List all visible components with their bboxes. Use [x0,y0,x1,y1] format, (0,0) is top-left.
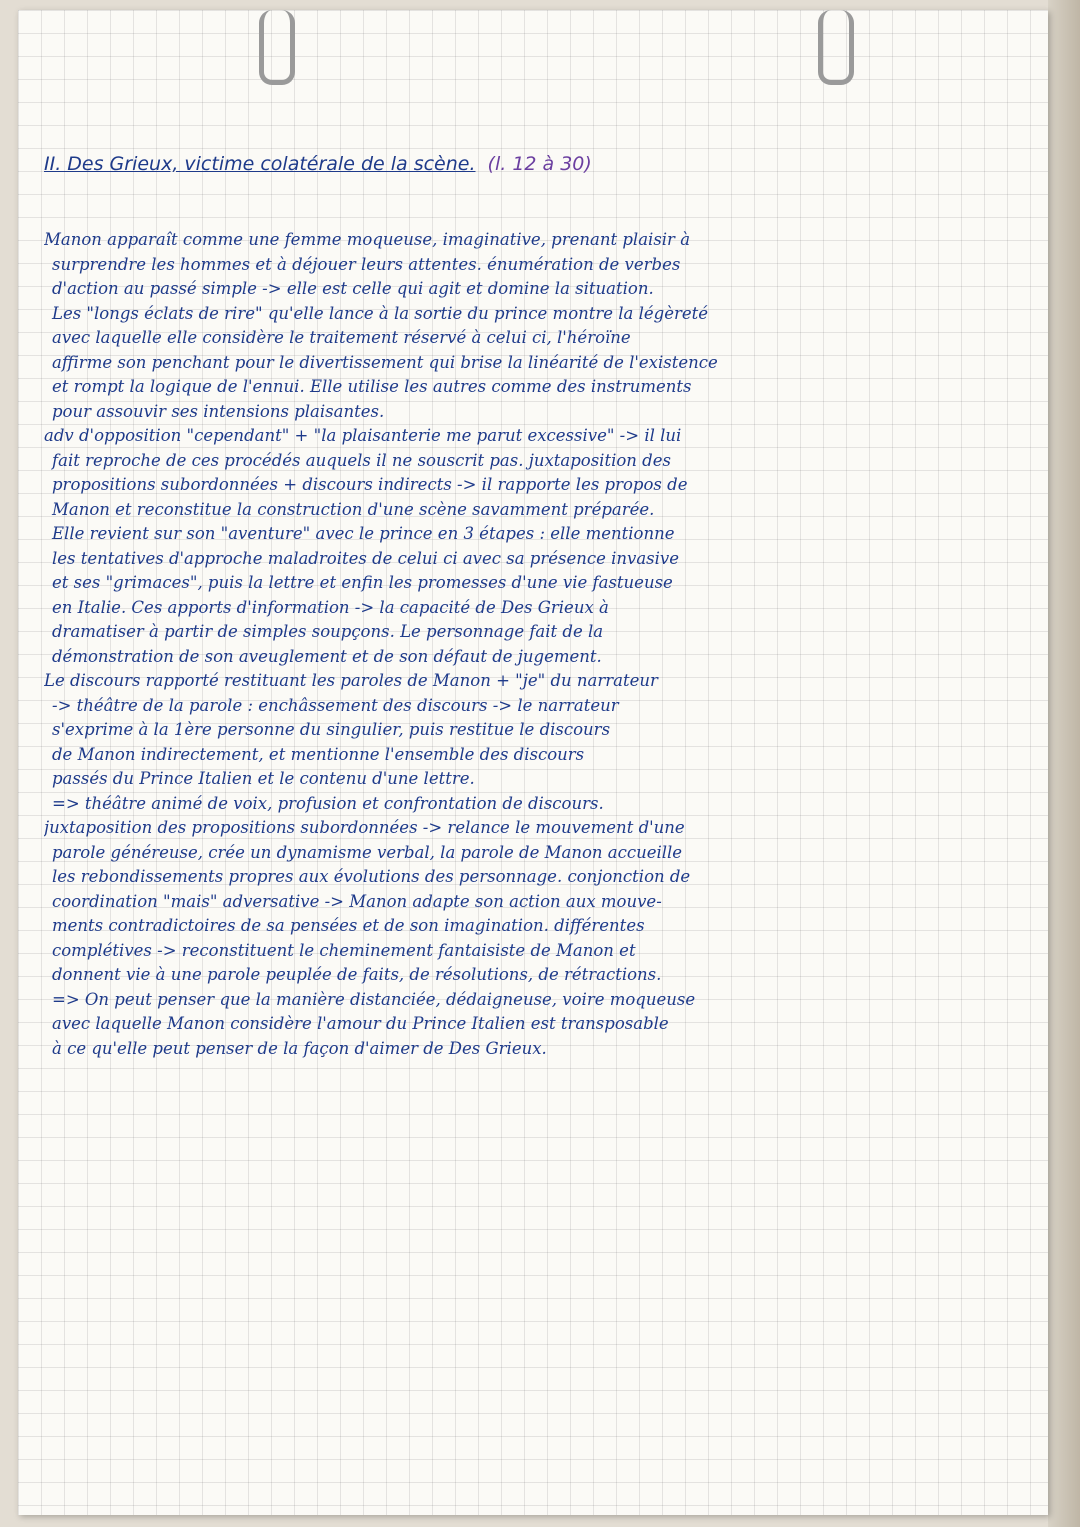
note-line [44,498,1039,523]
note-line-text: Manon et reconstitue la construction d'une scène savamment préparée. [52,499,655,519]
note-line-text: les tentatives d'approche maladroites de celui ci avec sa présence invasive [52,548,680,568]
note-line-text: propositions subordonnées + discours indirects -> il rapporte les propos de [52,475,688,494]
section-heading [44,153,1034,175]
note-line-text: -> théâtre de la parole : enchâssement des discours -> le narrateur [52,695,619,715]
note-line [44,596,1039,621]
notebook-edge [1048,0,1080,1527]
note-line [44,645,1039,670]
note-line [44,253,1039,278]
note-line [44,1012,1039,1037]
note-line [44,522,1039,547]
note-line [44,326,1039,351]
note-line [44,547,1039,572]
note-line-text: démonstration de son aveuglement et de son défaut de jugement. [52,646,602,666]
note-line [44,375,1039,400]
note-line-text: donnent vie à une parole peuplée de faits, de résolutions, de rétractions. [52,965,662,984]
note-line [44,890,1039,915]
note-line-text: d'action au passé simple -> elle est celle qui agit et domine la situation. [52,279,654,298]
note-line [44,767,1039,792]
note-line [44,449,1039,474]
note-line-text: ments contradictoires de sa pensées et de son imagination. différentes [52,916,645,935]
note-line [44,963,1039,988]
note-line [44,424,1039,449]
note-line-text: à ce qu'elle peut penser de la façon d'aimer de Des Grieux. [52,1038,547,1058]
note-line-text: avec laquelle Manon considère l'amour du Prince Italien est transposable [52,1014,669,1033]
note-line [44,792,1039,817]
note-line [44,718,1039,743]
note-line-text: Les "longs éclats de rire" qu'elle lance à la sortie du prince montre la légèreté [52,303,709,323]
note-line-text: en Italie. Ces apports d'information -> la capacité de Des Grieux à [52,597,609,617]
note-line-text: s'exprime à la 1ère personne du singulier, puis restitue le discours [52,720,611,739]
note-line [44,939,1039,964]
note-line-text: pour assouvir ses intensions plaisantes. [52,401,385,421]
note-line [44,400,1039,425]
section-title: II. Des Grieux, victime colatérale de la scène. [44,153,476,175]
note-line-text: affirme son penchant pour le divertissement qui brise la linéarité de l'existence [52,352,718,372]
note-line-text: avec laquelle elle considère le traitement réservé à celui ci, l'héroïne [52,328,631,347]
binder-ring-left [259,10,295,85]
note-line [44,816,1039,841]
line-reference: (l. 12 à 30) [487,153,592,175]
note-line-text: => théâtre animé de voix, profusion et confrontation de discours. [52,793,604,813]
note-line-text: Manon apparaît comme une femme moqueuse, imaginative, prenant plaisir à [44,230,691,249]
note-line [44,914,1039,939]
note-line [44,571,1039,596]
note-line [44,277,1039,302]
note-line-text: Elle revient sur son "aventure" avec le prince en 3 étapes : elle mentionne [52,524,675,543]
note-line [44,988,1039,1013]
note-line-text: coordination "mais" adversative -> Manon adapte son action aux mouve- [52,891,662,911]
note-line-text: de Manon indirectement, et mentionne l'ensemble des discours [52,744,585,764]
note-line-text: surprendre les hommes et à déjouer leurs attentes. énumération de verbes [52,254,681,274]
note-line [44,620,1039,645]
note-line-text: les rebondissements propres aux évolutions des personnage. conjonction de [52,867,691,886]
note-line-text: passés du Prince Italien et le contenu d'une lettre. [52,769,475,788]
note-line [44,228,1039,253]
note-line-text: juxtaposition des propositions subordonnées -> relance le mouvement d'une [44,818,685,837]
note-line-text: parole généreuse, crée un dynamisme verbal, la parole de Manon accueille [52,842,683,862]
note-line-text: adv d'opposition "cependant" + "la plaisanterie me parut excessive" -> il lui [44,426,682,445]
note-line-text: et rompt la logique de l'ennui. Elle utilise les autres comme des instruments [52,377,692,396]
note-line [44,865,1039,890]
note-line [44,1037,1039,1062]
note-line-text: dramatiser à partir de simples soupçons. Le personnage fait de la [52,622,604,641]
note-line-text: et ses "grimaces", puis la lettre et enfin les promesses d'une vie fastueuse [52,573,673,592]
note-line [44,841,1039,866]
note-line-text: Le discours rapporté restituant les paroles de Manon + "je" du narrateur [44,671,658,690]
note-line [44,743,1039,768]
note-line [44,302,1039,327]
binder-ring-right [818,10,854,85]
note-line [44,473,1039,498]
note-line [44,694,1039,719]
notebook-page [18,10,1048,1515]
note-line-text: => On peut penser que la manière distanciée, dédaigneuse, voire moqueuse [52,989,696,1009]
handwritten-notes [44,228,1039,1061]
note-line-text: fait reproche de ces procédés auquels il ne souscrit pas. juxtaposition des [52,450,671,470]
note-line [44,351,1039,376]
note-line [44,669,1039,694]
note-line-text: complétives -> reconstituent le cheminement fantaisiste de Manon et [52,940,636,960]
